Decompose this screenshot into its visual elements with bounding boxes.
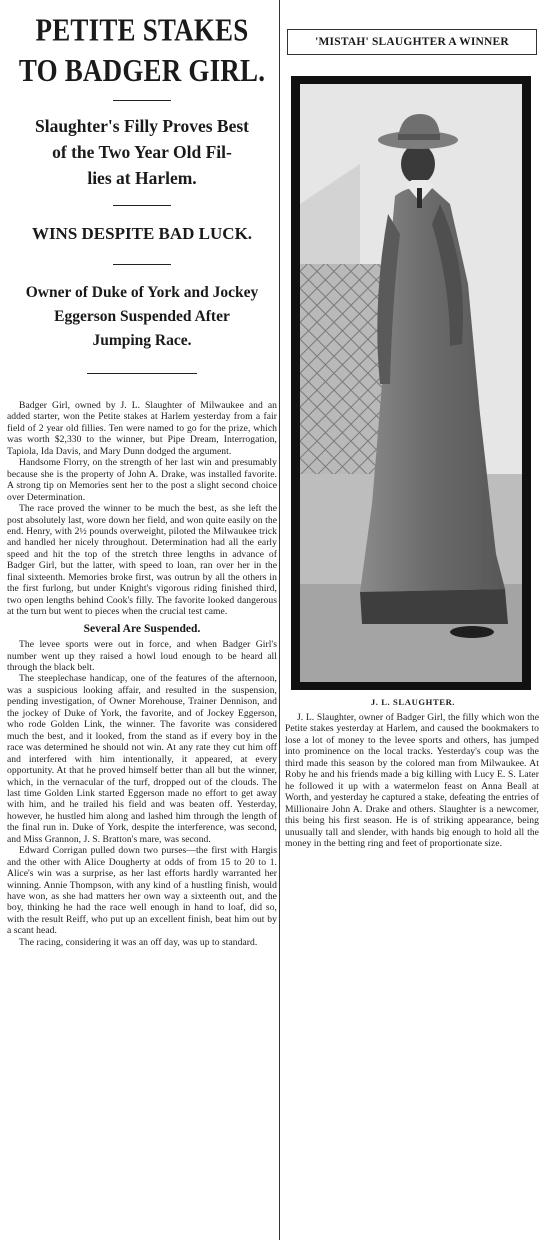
subheading: Several Are Suspended.	[83, 622, 201, 635]
portrait-photo	[300, 84, 522, 682]
divider	[113, 264, 171, 265]
paragraph: Edward Corrigan pulled down two purses—the first with Hargis and the other with Alice Dougherty at odds of from 15 to 20 to 1. Alice's win was a surprise, as her last efforts hardly warranted her winning. Annie Thompson, with any kind of a hustling finish, would have won, as she had matters her own way a sixteenth out, and the boy, thinking he had the race well enough in hand to loaf, did so, with the result Reiff, who put up an excellent finish, beat him out by a scant head.	[7, 845, 277, 937]
divider	[113, 205, 171, 206]
deck-line: of the Two Year Old Fil-	[52, 142, 232, 162]
deck-2: WINS DESPITE BAD LUCK.	[31, 224, 253, 243]
deck-1	[7, 113, 277, 191]
photo-caption: J. L. SLAUGHTER.	[370, 697, 456, 707]
deck-line: lies at Harlem.	[87, 168, 197, 188]
headline-line: TO BADGER GIRL.	[18, 52, 266, 88]
paragraph: The levee sports were out in force, and when Badger Girl's number went up they raised a howl loud enough to be heard all through the black belt.	[7, 639, 277, 673]
paragraph: Handsome Florry, on the strength of her last win and presumably because she is the property of John A. Drake, was installed favorite. A strong tip on Memories sent her to the post a slight second choice over Determination.	[7, 457, 277, 503]
photo-frame	[291, 76, 531, 690]
divider	[113, 100, 171, 101]
left-article	[7, 0, 277, 1240]
deck-line: Eggerson Suspended After	[54, 308, 230, 325]
deck-3	[7, 281, 277, 353]
column-rule	[279, 0, 280, 1240]
paragraph: The steeplechase handicap, one of the features of the afternoon, was a suspicious looking affair, and resulted in the suspension, pending investigation, of Owner Morehouse, Trainer Dennison, and the jockey of Duke of York, the favorite, and of Jockey Eggerson, who rode Golden Link, the winner. The favorite was considered much the best, and it looked, from the stand as if every boy in the race was determined he should not win. At any rate they cut him off and interfered with him intentionally, it appeared, at every opportunity. At that he proved himself better than all but the winner, which, in the vernacular of the turf, dropped out of the clouds. The last time Golden Link started Eggerson made no effort to get away with him, and he trailed his field and was beaten off. Yesterday, however, he hustled him along and lashed him through the length of the final run in. Duke of York, despite the interference, was second, and Miss Grannon, J. S. Bratton's mare, was second.	[7, 673, 277, 845]
paragraph: Badger Girl, owned by J. L. Slaughter of Milwaukee and an added starter, won the Petite stakes at Harlem yesterday from a fair field of 2 year old fillies. Ten were named to go for the prize, which was worth $2,330 to the winner, but Pipe Dream, Interrogation, Tapiola, Ida Davis, and Mary Dunn dodged the argument.	[7, 400, 277, 457]
caption-article	[285, 712, 539, 849]
deck-line: Owner of Duke of York and Jockey	[25, 284, 259, 301]
portrait-illustration	[300, 84, 522, 682]
paragraph: The racing, considering it was an off day, was up to standard.	[19, 936, 258, 948]
paragraph: The race proved the winner to be much the best, as she left the post absolutely last, wore down her field, and won quite easily on the end. Henry, with 2½ pounds overweight, piloted the Milwaukee trick and handled her nicely throughout. Determination had all the early speed and hit the top of the stretch three lengths in advance of Badger Girl, but the latter, with speed to loan, ran over her in the final sixteenth. Memories broke first, was outrun by all the others in the first furlong, but under Knight's vigorous riding finished third, two open lengths behind Cook's filly. The favorite looked dangerous at the turn but went to pieces when the crucial test came.	[7, 503, 277, 618]
deck-line: Slaughter's Filly Proves Best	[34, 116, 250, 136]
paragraph: J. L. Slaughter, owner of Badger Girl, the filly which won the Petite stakes yesterday at Harlem, and caused the bookmakers to lose a lot of money to the levee sports and others, has jumped into prominence on the local tracks. Yesterday's coup was the third made this season by the colored man from Milwaukee. At Roby he and his friends made a big killing with Lucy E. S. Later he followed it up with a watermelon feast on Anna Beall at Worth, and yesterday he captured a stake, defeating the entries of Millionaire John A. Drake and others. Slaughter is a newcomer, this being his first season. He is of striking appearance, being unusually tall and slender, with hands big enough to hold all the money in the betting ring and feet of proportionate size.	[285, 712, 539, 849]
right-article	[283, 0, 543, 1240]
article-body	[7, 400, 277, 948]
headline-line: PETITE STAKES	[35, 12, 249, 48]
box-title: 'MISTAH' SLAUGHTER A WINNER	[287, 29, 537, 55]
divider	[87, 373, 197, 374]
headline	[7, 10, 277, 90]
deck-line: Jumping Race.	[92, 332, 192, 349]
